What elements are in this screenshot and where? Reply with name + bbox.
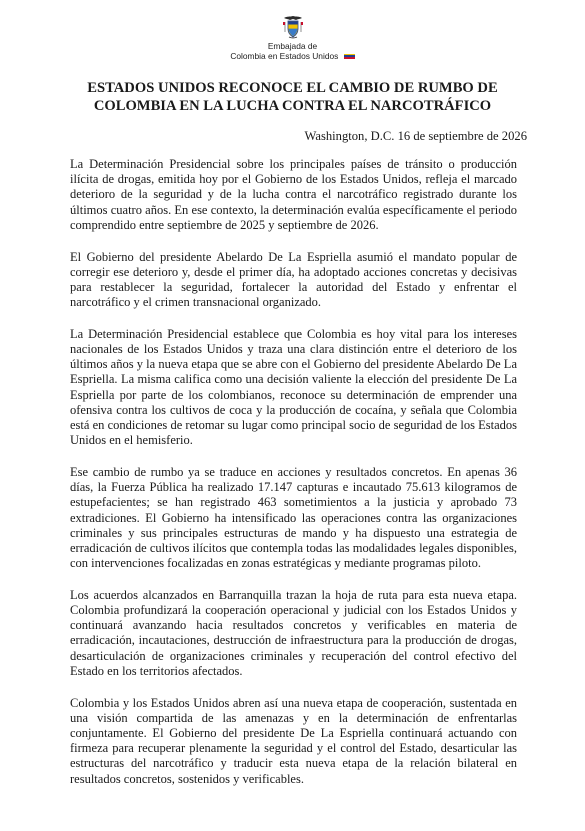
embassy-name-line2: Colombia en Estados Unidos: [230, 50, 339, 61]
coat-of-arms-icon: [280, 14, 306, 40]
letterhead: [0, 14, 585, 61]
paragraph: Los acuerdos alcanzados en Barranquilla trazan la hoja de ruta para esta nueva etapa. Colombia profundizará la cooperación operacional y judicial con los Estados Unidos y continuará avanzando hacia resultados concretos y verificables en materia de erradicación, incautaciones, destrucción de infraestructura para la producción de drogas, desarticulación de organizaciones criminales y recuperación del control efectivo del Estado en los territorios afectados.: [70, 587, 517, 678]
dateline: Washington, D.C. 16 de septiembre de 2026: [304, 129, 527, 143]
paragraph: Colombia y los Estados Unidos abren así una nueva etapa de cooperación, sustentada en una visión compartida de las amenazas y en la determinación de enfrentarlas conjuntamente. El Gobierno del presidente De La Espriella continuará actuando con firmeza para recuperar plenamente la seguridad y el control del Estado, desarticular las estructuras del narcotráfico y traducir esta nueva etapa de la relación bilateral en resultados concretos, sostenidos y verificables.: [70, 695, 517, 786]
press-release-title: ESTADOS UNIDOS RECONOCE EL CAMBIO DE RUMBO DE COLOMBIA EN LA LUCHA CONTRA EL NARCOTRÁFICO: [87, 80, 498, 114]
paragraph: Ese cambio de rumbo ya se traduce en acciones y resultados concretos. En apenas 36 días, la Fuerza Pública ha realizado 17.147 capturas e incautado 75.613 kilogramos de estupefacientes; se han registrado 463 sometimientos a la justicia y aprobado 73 extradiciones. El Gobierno ha intensificado las operaciones contra las organizaciones criminales y sus principales estructuras de mando y ha dispuesto una estrategia de erradicación de cultivos ilícitos que contempla todas las modalidades legales disponibles, con intervenciones focalizadas en zonas estratégicas y mediante programas piloto.: [70, 464, 517, 571]
paragraph: La Determinación Presidencial establece que Colombia es hoy vital para los intereses nacionales de los Estados Unidos y traza una clara distinción entre el deterioro de los últimos años y la nueva etapa que se abre con el Gobierno del presidente Abelardo De La Espriella. La misma califica como una decisión valiente la elección del presidente De La Espriella por parte de los colombianos, reconoce su determinación de emprender una ofensiva contra los cultivos de coca y la producción de cocaína, y señala que Colombia está en condiciones de retomar su lugar como principal socio de seguridad de los Estados Unidos en el hemisferio.: [70, 326, 517, 448]
paragraph: La Determinación Presidencial sobre los principales países de tránsito o producción ilícita de drogas, emitida hoy por el Gobierno de los Estados Unidos, refleja el marcado deterioro de la seguridad y de la lucha contra el narcotráfico registrado durante los últimos cuatro años. En ese contexto, la determinación evalúa específicamente el periodo comprendido entre septiembre de 2025 y septiembre de 2026.: [70, 157, 517, 232]
colombia-flag-icon: [344, 54, 355, 59]
press-release-body: [70, 157, 517, 803]
flag-stripe-red: [344, 57, 355, 59]
embassy-name: [230, 42, 354, 61]
embassy-name-line1: Embajada de: [267, 41, 318, 51]
paragraph: El Gobierno del presidente Abelardo De La Espriella asumió el mandato popular de corregir ese deterioro y, desde el primer día, ha adoptado acciones concretas y decisivas para restablecer la seguridad, fortalecer la autoridad del Estado y enfrentar el narcotráfico y el crimen transnacional organizado.: [70, 249, 517, 310]
embassy-name-line2-wrap: [230, 52, 354, 62]
